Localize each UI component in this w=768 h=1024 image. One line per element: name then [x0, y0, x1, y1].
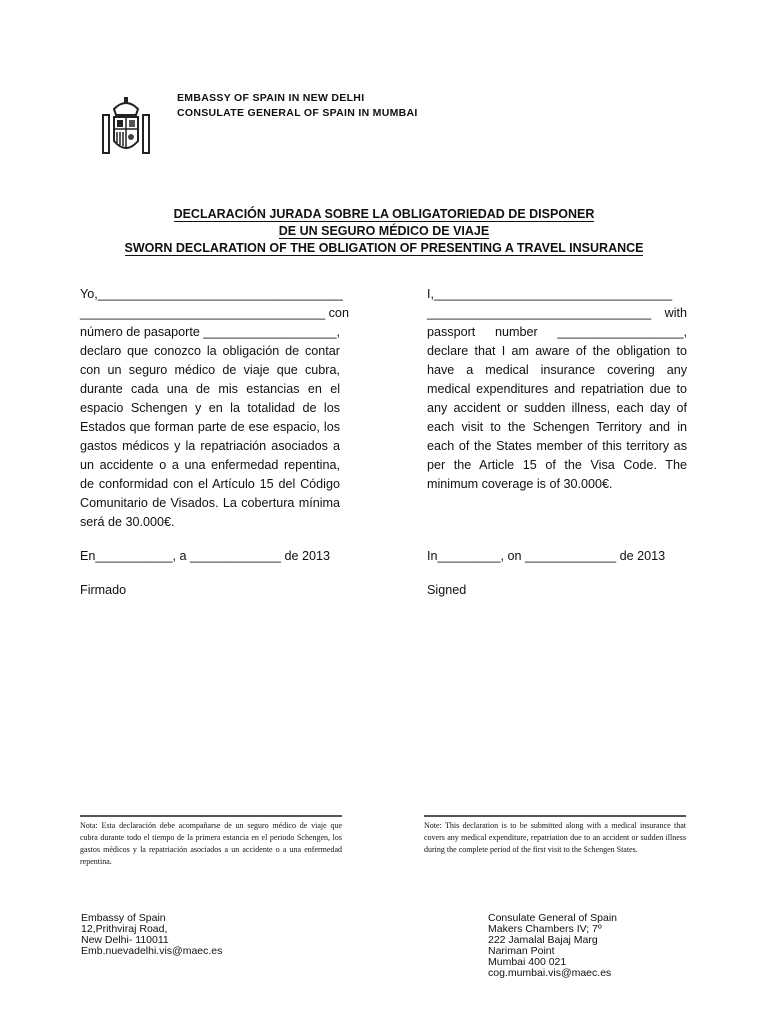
header-consulate: CONSULATE GENERAL OF SPAIN IN MUMBAI [177, 107, 418, 119]
text-line: any accident or sudden illness, each day of [427, 401, 687, 415]
title-line-1: DECLARACIÓN JURADA SOBRE LA OBLIGATORIEDAD DE DISPONER [173, 207, 595, 221]
title-line-3: SWORN DECLARATION OF THE OBLIGATION OF PRESENTING A TRAVEL INSURANCE [124, 241, 644, 255]
text-line: Comunitario de Visados. La cobertura mínima [80, 496, 340, 510]
address-line: Embassy of Spain [81, 912, 166, 924]
text-line: passport number __________________, [427, 325, 687, 339]
header [177, 91, 418, 121]
text-line: ________________________________ with [427, 306, 687, 320]
text-line: per the Article 15 of the Visa Code. The [427, 458, 687, 472]
text-line: un accidente o a una enfermedad repentina, [80, 458, 340, 472]
text-line: Estados que forman parte de ese espacio, los [80, 420, 340, 434]
footer-embassy-address [81, 913, 222, 957]
spanish-signed-label: Firmado [80, 583, 127, 597]
document-title [0, 206, 768, 257]
english-signed-label: Signed [427, 583, 467, 597]
text-line: de conformidad con el Artículo 15 del Código [80, 477, 340, 491]
text-line: medical expenditures and repatriation due to [427, 382, 687, 396]
text-line: con un seguro médico de viaje que cubra, [80, 363, 340, 377]
header-embassy: EMBASSY OF SPAIN IN NEW DELHI [177, 92, 365, 104]
english-note: Note: This declaration is to be submitted along with a medical insurance that covers any medical expenditure, repatriation due to an accident or sudden illness during the complete period of the first visit to the Schengen States. [424, 815, 686, 856]
address-line: cog.mumbai.vis@maec.es [488, 967, 612, 979]
text-line: Yo,___________________________________ [80, 287, 343, 301]
spanish-place-date: En___________, a _____________ de 2013 [80, 549, 331, 563]
text-line: each visit to the Schengen Territory and in [427, 420, 687, 434]
english-declaration [427, 285, 687, 494]
address-line: Mumbai 400 021 [488, 956, 567, 968]
text-line: número de pasaporte ___________________, [80, 325, 340, 339]
text-line: I,__________________________________ [427, 287, 673, 301]
english-place-date: In_________, on _____________ de 2013 [427, 549, 666, 563]
text-line: minimum coverage is of 30.000€. [427, 477, 613, 491]
text-line: each of the States member of this territory as [427, 439, 687, 453]
text-line: durante cada una de mis estancias en el [80, 382, 340, 396]
text-line: espacio Schengen y en la totalidad de los [80, 401, 340, 415]
spanish-note: Nota: Esta declaración debe acompañarse de un seguro médico de viaje que cubra durante todo el tiempo de la primera estancia en el periodo Schengen, los gastos médicos y la repatriación asociados a un accidente o a una enfermedad repentina. [80, 815, 342, 868]
text-line: declaro que conozco la obligación de contar [80, 344, 340, 358]
address-line: 222 Jamalal Bajaj Marg [488, 934, 598, 946]
address-line: New Delhi- 110011 [81, 934, 169, 946]
address-line: Emb.nuevadelhi.vis@maec.es [81, 945, 223, 957]
address-line: Consulate General of Spain [488, 912, 617, 924]
address-line: 12,Prithviraj Road, [81, 923, 168, 935]
text-line: declare that I am aware of the obligation to [427, 344, 687, 358]
footer-consulate-address [488, 913, 617, 979]
text-line: have a medical insurance covering any [427, 363, 687, 377]
text-line: gastos médicos y la repatriación asociados a [80, 439, 340, 453]
address-line: Nariman Point [488, 945, 555, 957]
spanish-declaration [80, 285, 349, 532]
coat-of-arms-icon [100, 95, 152, 157]
address-line: Makers Chambers IV; 7º [488, 923, 602, 935]
text-line: ___________________________________ con [80, 306, 349, 320]
title-line-2: DE UN SEGURO MÉDICO DE VIAJE [278, 224, 490, 238]
text-line: será de 30.000€. [80, 515, 175, 529]
